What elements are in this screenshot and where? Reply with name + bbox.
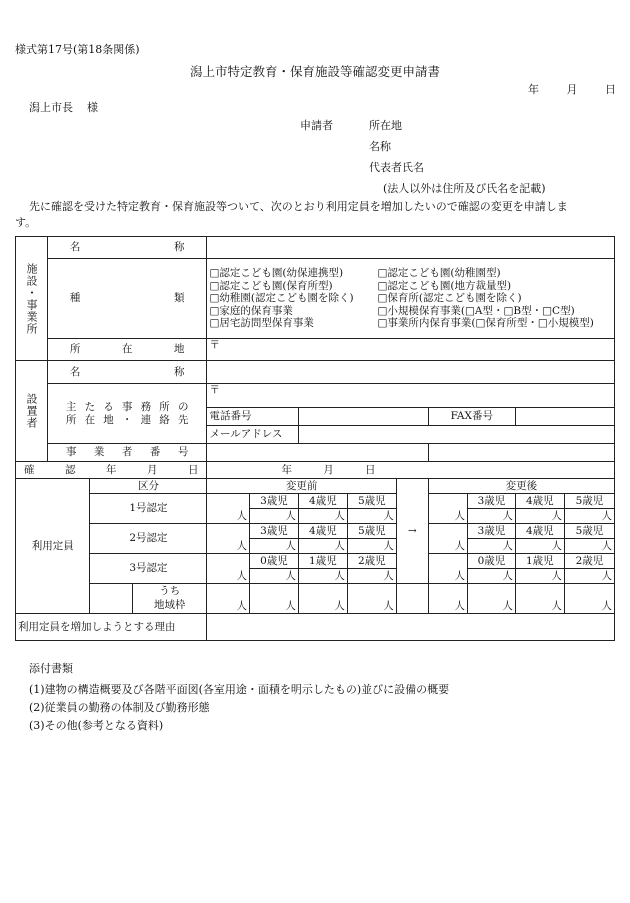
age-label: 2歳児 [564, 554, 614, 569]
capacity-section-label: 利用定員 [16, 479, 90, 614]
after-total-field[interactable]: 人 [428, 554, 467, 584]
applicant-address-label: 所在地 [369, 119, 402, 132]
capacity-row-label: 1号認定 [90, 494, 207, 524]
regional-count-field[interactable]: 人 [298, 584, 347, 614]
facility-section-label: 施設・事業所 [16, 237, 48, 361]
age-count-field[interactable]: 人 [347, 509, 396, 524]
facility-name-label: 名 称 [47, 237, 207, 259]
kind-option[interactable]: □幼稚園(認定こども園を除く) [209, 292, 354, 305]
regional-count-field[interactable]: 人 [250, 584, 299, 614]
kind-option[interactable]: □認定こども園(幼稚園型) [377, 267, 501, 280]
age-label: 4歳児 [298, 494, 347, 509]
applicant-label: 申請者 [300, 119, 333, 132]
applicant-name-label: 名称 [369, 140, 391, 153]
age-count-field[interactable]: 人 [564, 509, 614, 524]
email-label: メールアドレス [207, 426, 298, 444]
kind-option[interactable]: □保育所(認定こども園を除く) [377, 292, 522, 305]
business-number-extra [428, 444, 614, 462]
before-total-field[interactable]: 人 [207, 524, 250, 554]
facility-name-field[interactable] [207, 237, 615, 259]
age-label: 5歳児 [347, 524, 396, 539]
phone-field[interactable] [298, 408, 428, 426]
age-label: 0歳児 [468, 554, 516, 569]
form-number: 様式第17号(第18条関係) [15, 43, 140, 56]
before-header: 変更前 [207, 479, 396, 494]
age-label: 3歳児 [468, 524, 516, 539]
age-count-field[interactable]: 人 [250, 539, 299, 554]
kind-option[interactable]: □認定こども園(幼保連携型) [209, 267, 344, 280]
kind-option[interactable]: □事業所内保育事業(□保育所型・□小規模型) [377, 317, 594, 330]
operator-address-field[interactable]: 〒 [207, 384, 615, 408]
age-label: 1歳児 [298, 554, 347, 569]
applicant-rep-label: 代表者氏名 [369, 161, 424, 174]
after-total-field[interactable]: 人 [428, 524, 467, 554]
regional-count-field[interactable]: 人 [468, 584, 516, 614]
division-header: 区分 [90, 479, 207, 494]
kind-option[interactable]: □小規模保育事業(□A型・□B型・□C型) [377, 304, 575, 317]
operator-office-label: 主 た る 事 務 所 の 所 在 地 ・ 連 絡 先 [47, 384, 207, 444]
fax-field[interactable] [515, 408, 614, 426]
age-count-field[interactable]: 人 [515, 569, 564, 584]
attachment-item: (3)その他(参考となる資料) [29, 719, 164, 732]
age-count-field[interactable]: 人 [298, 539, 347, 554]
change-arrow: → [396, 479, 428, 584]
applicant-note: (法人以外は住所及び氏名を記載) [383, 182, 546, 195]
intro-text-line1: 先に確認を受けた特定教育・保育施設等ついて、次のとおり利用定員を増加したいので確認の変更を申請しま [29, 200, 568, 213]
regional-count-field[interactable]: 人 [564, 584, 614, 614]
facility-kind-options [207, 259, 615, 339]
application-form-table [15, 236, 615, 641]
age-label: 4歳児 [515, 524, 564, 539]
age-label: 0歳児 [250, 554, 299, 569]
confirm-date-label: 確 認 年 月 日 [16, 462, 207, 479]
intro-text-line2: す。 [15, 216, 37, 229]
age-count-field[interactable]: 人 [468, 509, 516, 524]
document-title: 潟上市特定教育・保育施設等確認変更申請書 [189, 64, 440, 79]
kind-option[interactable]: □認定こども園(地方裁量型) [377, 279, 512, 292]
age-label: 4歳児 [515, 494, 564, 509]
facility-location-field[interactable]: 〒 [207, 339, 615, 361]
after-header: 変更後 [428, 479, 614, 494]
kind-option[interactable]: □認定こども園(保育所型) [209, 279, 333, 292]
facility-location-label: 所 在 地 [47, 339, 207, 361]
reason-label: 利用定員を増加しようとする理由 [16, 614, 207, 641]
age-count-field[interactable]: 人 [515, 509, 564, 524]
age-count-field[interactable]: 人 [298, 509, 347, 524]
regional-count-field[interactable]: 人 [347, 584, 396, 614]
operator-section-label: 設置者 [16, 361, 48, 462]
phone-label: 電話番号 [207, 408, 298, 426]
operator-name-field[interactable] [207, 361, 615, 384]
kind-option[interactable]: □家庭的保育事業 [209, 304, 293, 317]
attachment-item: (2)従業員の勤務の体制及び勤務形態 [29, 701, 210, 714]
age-label: 3歳児 [250, 524, 299, 539]
date-line: 年 月 日 [528, 83, 616, 96]
age-count-field[interactable]: 人 [564, 539, 614, 554]
age-count-field[interactable]: 人 [515, 539, 564, 554]
age-label: 2歳児 [347, 554, 396, 569]
age-count-field[interactable]: 人 [250, 509, 299, 524]
attachments-title: 添付書類 [29, 662, 73, 675]
after-total-field[interactable]: 人 [428, 494, 467, 524]
addressee: 潟上市長 様 [29, 101, 98, 114]
age-count-field[interactable]: 人 [347, 569, 396, 584]
capacity-row-label: 2号認定 [90, 524, 207, 554]
age-label: 5歳児 [564, 524, 614, 539]
before-total-field[interactable]: 人 [207, 494, 250, 524]
regional-spacer [90, 584, 133, 614]
age-label: 3歳児 [250, 494, 299, 509]
age-count-field[interactable]: 人 [564, 569, 614, 584]
confirm-date-field[interactable]: 年 月 日 [207, 462, 615, 479]
regional-quota-label: うち 地域枠 [133, 584, 207, 614]
age-label: 4歳児 [298, 524, 347, 539]
regional-count-field[interactable]: 人 [207, 584, 250, 614]
fax-label: FAX番号 [428, 408, 515, 426]
regional-count-field[interactable]: 人 [515, 584, 564, 614]
age-label: 1歳児 [515, 554, 564, 569]
age-count-field[interactable]: 人 [468, 539, 516, 554]
age-label: 3歳児 [468, 494, 516, 509]
reason-field[interactable] [207, 614, 615, 641]
attachment-item: (1)建物の構造概要及び各階平面図(各室用途・面積を明示したもの)並びに設備の概要 [29, 683, 450, 696]
age-count-field[interactable]: 人 [298, 569, 347, 584]
age-label: 5歳児 [564, 494, 614, 509]
kind-option[interactable]: □居宅訪問型保育事業 [209, 317, 314, 330]
age-count-field[interactable]: 人 [468, 569, 516, 584]
facility-kind-label: 種 類 [47, 259, 207, 339]
operator-name-label: 名 称 [47, 361, 207, 384]
business-number-field[interactable] [207, 444, 428, 462]
age-count-field[interactable]: 人 [250, 569, 299, 584]
before-total-field[interactable]: 人 [207, 554, 250, 584]
capacity-row-label: 3号認定 [90, 554, 207, 584]
age-label: 5歳児 [347, 494, 396, 509]
age-count-field[interactable]: 人 [347, 539, 396, 554]
regional-arrow-spacer [396, 584, 428, 614]
email-field[interactable] [298, 426, 614, 444]
regional-count-field[interactable]: 人 [428, 584, 467, 614]
business-number-label: 事 業 者 番 号 [47, 444, 207, 462]
